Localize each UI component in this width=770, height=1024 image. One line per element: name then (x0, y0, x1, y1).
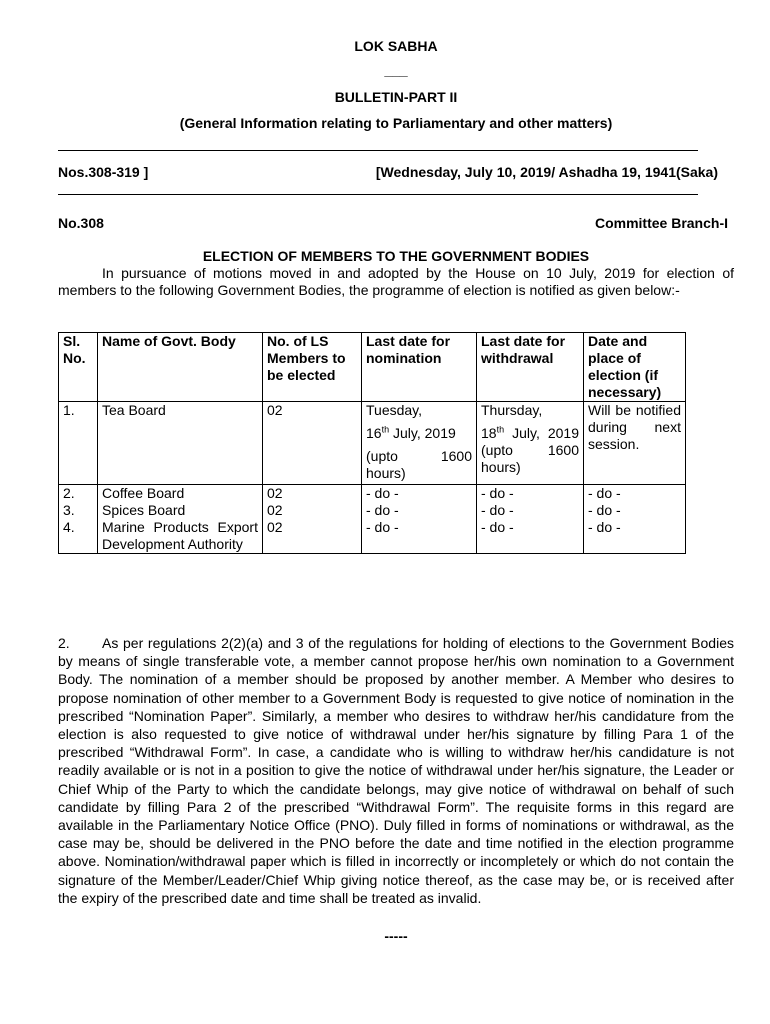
item-number: No.308 (58, 215, 104, 231)
top-rule (58, 150, 698, 151)
row4-name: Marine Products Export Development Authority (98, 519, 263, 554)
bulletin-subtitle: (General Information relating to Parliamentary and other matters) (179, 115, 613, 131)
row1-sl: 1. (59, 402, 98, 485)
row1-withdrawal-date (481, 425, 579, 476)
house-title: LOK SABHA (354, 38, 438, 54)
row2-nomination: - do - (362, 485, 477, 503)
para2-text: As per regulations 2(2)(a) and 3 of the regulations for holding of elections to the Government Bodies by means of single transferable vote, a member cannot propose her/his own nomination to a Government Body. The nomination of a member should be proposed by another member. A Member who desires to propose nomination of other member to a Government Body is requested to give notice of nomination in the prescribed “Nomination Paper”. Similarly, a member who desires to withdraw her/his candidature from the election is also requested to give notice of withdrawal under her/his signature by filling Para 1 of the prescribed “Withdrawal Form”. In case, a candidate who is willing to withdraw her/his candidature is not readily available or is not in a position to give the notice of withdrawal under her/his signature, the Leader or Chief Whip of the Party to which the candidate belongs, may give notice of withdrawal on behalf of such candidate by filling Para 2 of the prescribed “Withdrawal Form”. The requisite forms in this regard are available in the Parliamentary Notice Office (PNO). Duly filled in forms of nominations or withdrawal, as the case may be, should be delivered in the PNO before the date and time notified in the election programme above. Nomination/withdrawal paper which is filled in incorrectly or incompletely or which do not contain the signature of the Member/Leader/Chief Whip giving notice thereof, as the case may be, or is received after the expiry of the prescribed date and time shall be treated as invalid. (58, 635, 734, 906)
header-sl: Sl. No. (59, 333, 98, 402)
bulletin-title: BULLETIN-PART II (334, 89, 458, 105)
row3-sl: 3. (59, 502, 98, 519)
intro-text: In pursuance of motions moved in and adopted by the House on 10 July, 2019 for election of members to the following Government Bodies, the programme of election is notified as given below:- (58, 265, 734, 298)
header-members: No. of LS Members to be elected (263, 333, 362, 402)
election-table (58, 332, 686, 554)
row1-nom-day-num: 16 (366, 425, 382, 441)
row3-withdrawal: - do - (477, 502, 584, 519)
row4-nomination: - do - (362, 519, 477, 554)
item-title: ELECTION OF MEMBERS TO THE GOVERNMENT BODIES (202, 248, 590, 264)
table-row (59, 402, 686, 485)
header-election: Date and place of election (if necessary) (584, 333, 686, 402)
intro-paragraph (58, 265, 734, 299)
row4-sl: 4. (59, 519, 98, 554)
row1-wd-day-num: 18 (481, 425, 497, 441)
row1-nomination-day: Tuesday, (366, 402, 423, 418)
row1-nomination-date (366, 425, 472, 442)
regulations-paragraph (58, 634, 734, 907)
row3-members: 02 (263, 502, 362, 519)
row1-withdrawal (477, 402, 584, 485)
row1-name: Tea Board (98, 402, 263, 485)
table-row (59, 485, 686, 503)
table-row (59, 519, 686, 554)
row1-nomination (362, 402, 477, 485)
row1-nom-sup: th (381, 424, 390, 435)
row2-election: - do - (584, 485, 686, 503)
row1-election: Will be notified during next session. (584, 402, 686, 485)
row1-nomination-time: (upto 1600 hours) (366, 448, 472, 481)
row4-election: - do - (584, 519, 686, 554)
row1-members: 02 (263, 402, 362, 485)
title-divider: ___ (384, 62, 408, 78)
row1-wd-sup: th (496, 424, 505, 435)
row2-members: 02 (263, 485, 362, 503)
header-nomination: Last date for nomination (362, 333, 477, 402)
row3-nomination: - do - (362, 502, 477, 519)
row4-withdrawal: - do - (477, 519, 584, 554)
header-name: Name of Govt. Body (98, 333, 263, 402)
row2-withdrawal: - do - (477, 485, 584, 503)
header-withdrawal: Last date for withdrawal (477, 333, 584, 402)
row2-name: Coffee Board (98, 485, 263, 503)
end-mark: ----- (384, 928, 408, 944)
row3-name: Spices Board (98, 502, 263, 519)
para2-number: 2. (58, 635, 70, 651)
row3-election: - do - (584, 502, 686, 519)
issue-date: [Wednesday, July 10, 2019/ Ashadha 19, 1941(Saka) (375, 164, 718, 180)
row1-withdrawal-day: Thursday, (481, 402, 543, 418)
row2-sl: 2. (59, 485, 98, 503)
row1-wd-rest: July, 2019 (upto 1600 hours) (481, 425, 580, 475)
issue-numbers: Nos.308-319 ] (58, 164, 149, 180)
row1-nom-rest: July, 2019 (392, 425, 456, 441)
table-row (59, 502, 686, 519)
item-branch: Committee Branch-I (594, 215, 728, 231)
table-header-row (59, 333, 686, 402)
row4-members: 02 (263, 519, 362, 554)
bottom-rule (58, 194, 698, 195)
